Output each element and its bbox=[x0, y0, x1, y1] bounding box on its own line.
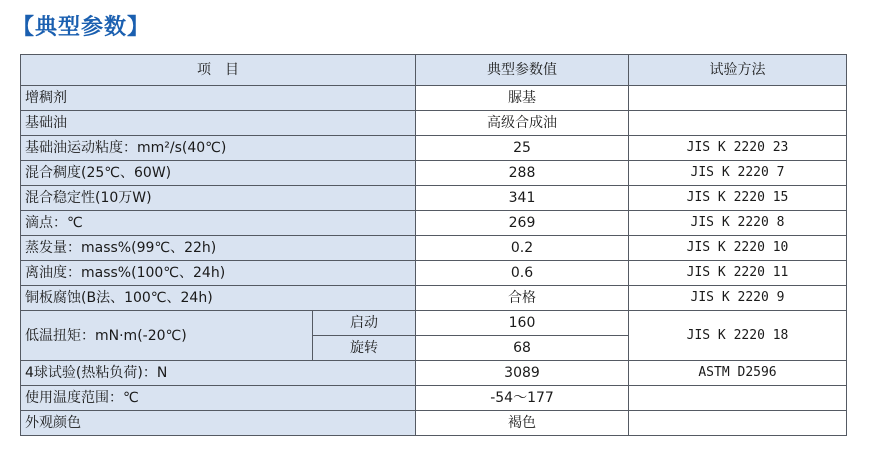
torque-start-value: 160 bbox=[416, 311, 629, 336]
row-value: 0.2 bbox=[416, 236, 629, 261]
row-label: 基础油 bbox=[21, 111, 416, 136]
row-label: 铜板腐蚀(B法、100℃、24h) bbox=[21, 286, 416, 311]
row-value: -54～177 bbox=[416, 386, 629, 411]
torque-method: JIS K 2220 18 bbox=[629, 311, 847, 361]
row-method: JIS K 2220 11 bbox=[629, 261, 847, 286]
row-method: ASTM D2596 bbox=[629, 361, 847, 386]
row-value: 0.6 bbox=[416, 261, 629, 286]
table-row bbox=[21, 361, 847, 386]
row-value: 高级合成油 bbox=[416, 111, 629, 136]
torque-rotation-label: 旋转 bbox=[313, 336, 416, 361]
row-method: JIS K 2220 15 bbox=[629, 186, 847, 211]
table-row bbox=[21, 411, 847, 436]
row-value: 25 bbox=[416, 136, 629, 161]
spec-table bbox=[20, 54, 847, 436]
header-value: 典型参数值 bbox=[416, 55, 629, 86]
row-label: 滴点：℃ bbox=[21, 211, 416, 236]
row-label: 离油度：mass%(100℃、24h) bbox=[21, 261, 416, 286]
row-method: JIS K 2220 8 bbox=[629, 211, 847, 236]
row-method: JIS K 2220 23 bbox=[629, 136, 847, 161]
header-method: 试验方法 bbox=[629, 55, 847, 86]
row-label: 4球试验(热粘负荷)：N bbox=[21, 361, 416, 386]
table-row bbox=[21, 211, 847, 236]
table-row bbox=[21, 286, 847, 311]
table-row bbox=[21, 236, 847, 261]
row-method bbox=[629, 411, 847, 436]
torque-rotation-value: 68 bbox=[416, 336, 629, 361]
row-value: 341 bbox=[416, 186, 629, 211]
table-row bbox=[21, 261, 847, 286]
row-method bbox=[629, 111, 847, 136]
row-value: 269 bbox=[416, 211, 629, 236]
table-row bbox=[21, 86, 847, 111]
row-value: 288 bbox=[416, 161, 629, 186]
row-value: 脲基 bbox=[416, 86, 629, 111]
torque-start-label: 启动 bbox=[313, 311, 416, 336]
row-label: 混合稠度(25℃、60W) bbox=[21, 161, 416, 186]
row-label: 混合稳定性(10万W) bbox=[21, 186, 416, 211]
table-row bbox=[21, 161, 847, 186]
table-header-row bbox=[21, 55, 847, 86]
row-method bbox=[629, 86, 847, 111]
row-label: 增稠剂 bbox=[21, 86, 416, 111]
row-label: 外观颜色 bbox=[21, 411, 416, 436]
row-label: 蒸发量：mass%(99℃、22h) bbox=[21, 236, 416, 261]
row-label: 基础油运动粘度：mm²/s(40℃) bbox=[21, 136, 416, 161]
row-label: 使用温度范围：℃ bbox=[21, 386, 416, 411]
table-row bbox=[21, 111, 847, 136]
row-method: JIS K 2220 7 bbox=[629, 161, 847, 186]
header-item: 项 目 bbox=[21, 55, 416, 86]
row-method bbox=[629, 386, 847, 411]
table-row bbox=[21, 386, 847, 411]
row-value: 合格 bbox=[416, 286, 629, 311]
table-row bbox=[21, 186, 847, 211]
row-value: 3089 bbox=[416, 361, 629, 386]
torque-label: 低温扭矩：mN·m(-20℃) bbox=[21, 311, 313, 361]
row-method: JIS K 2220 9 bbox=[629, 286, 847, 311]
row-value: 褐色 bbox=[416, 411, 629, 436]
row-method: JIS K 2220 10 bbox=[629, 236, 847, 261]
table-row bbox=[21, 136, 847, 161]
section-title: 【典型参数】 bbox=[12, 15, 151, 40]
table-row-torque-start bbox=[21, 311, 847, 336]
